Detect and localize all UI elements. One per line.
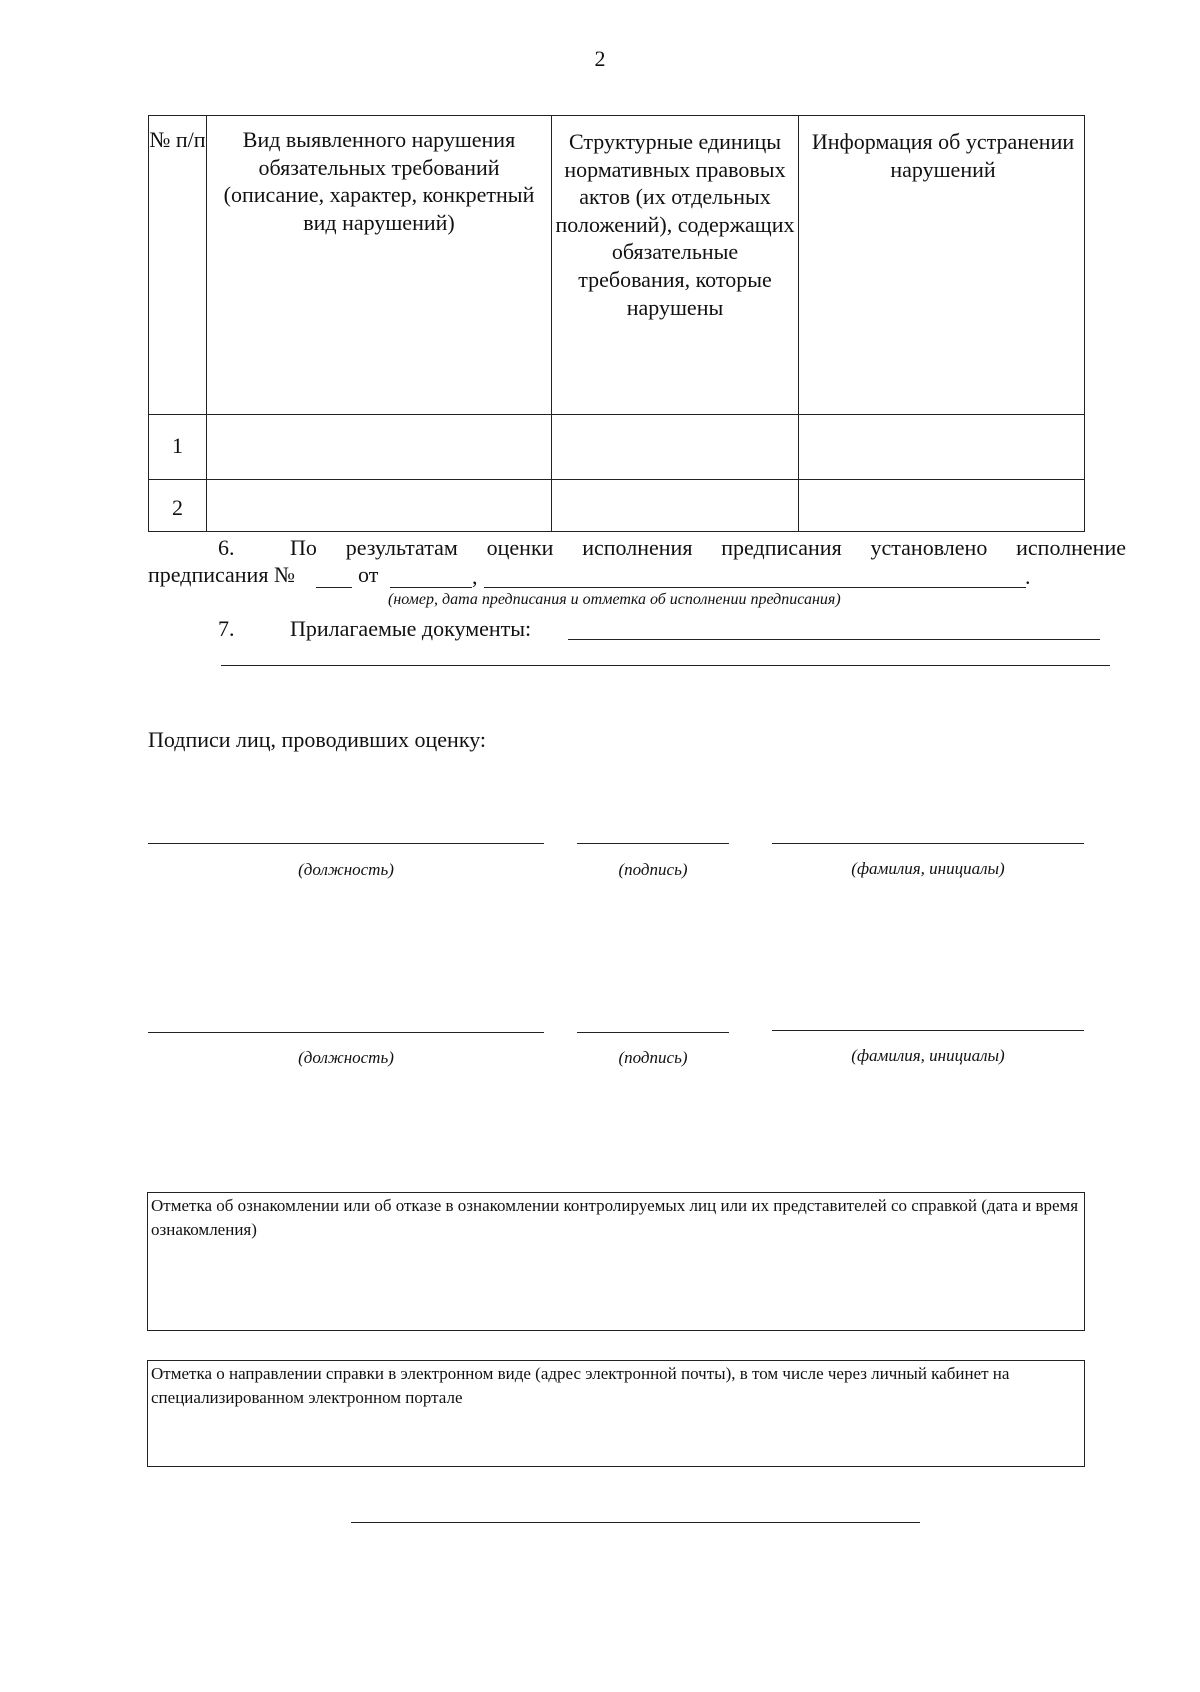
prescription-mark-line (484, 587, 1026, 588)
end-of-document-line (351, 1522, 920, 1523)
item7-number: 7. (218, 616, 235, 641)
signature-caption: (подпись) (618, 860, 688, 879)
signature-line (577, 843, 729, 844)
table-divider (551, 116, 552, 531)
position-caption: (должность) (298, 860, 394, 879)
prescription-date-line (390, 587, 472, 588)
item7-text: Прилагаемые документы: (290, 616, 532, 641)
name-line (772, 1030, 1084, 1031)
item6-period: . (1025, 564, 1031, 589)
prescription-number-line (316, 587, 352, 588)
electronic-delivery-text: Отметка о направлении справки в электронном виде (адрес электронной почты), в том числе через личный кабинет на специализированном электронном портале (151, 1364, 1010, 1407)
item6-prefix: предписания № (148, 562, 295, 587)
signatures-heading: Подписи лиц, проводивших оценку: (148, 727, 487, 752)
signature-line (577, 1032, 729, 1033)
table-divider (206, 116, 207, 531)
position-line (148, 843, 544, 844)
table-header-num: № п/п (149, 127, 206, 152)
table-header-violation: Вид выявленного нарушения обязательных требований (описание, характер, конкретный вид нарушений) (223, 127, 535, 235)
acknowledgement-box (147, 1192, 1085, 1331)
name-line (772, 843, 1084, 844)
item6-number: 6. (218, 535, 235, 560)
electronic-delivery-box (147, 1360, 1085, 1467)
table-header-info: Информация об устранении нарушений (811, 129, 1075, 182)
item6-text-line1: По результатам оценки исполнения предписания установлено исполнение (290, 535, 1126, 560)
table-row-number: 1 (172, 433, 183, 458)
page-number: 2 (594, 46, 606, 71)
attachments-line-1 (568, 639, 1100, 640)
signature-caption: (подпись) (618, 1048, 688, 1067)
violations-table (148, 115, 1085, 532)
position-line (148, 1032, 544, 1033)
table-divider (149, 479, 1084, 480)
name-caption: (фамилия, инициалы) (851, 859, 1005, 878)
acknowledgement-text: Отметка об ознакомлении или об отказе в ознакомлении контролируемых лиц или их представителей со справкой (дата и время ознакомления) (151, 1196, 1079, 1239)
table-header-units: Структурные единицы нормативных правовых актов (их отдельных положений), содержащих обязательные требования, которые нарушены (555, 129, 795, 320)
table-divider (149, 414, 1084, 415)
attachments-line-2 (221, 665, 1110, 666)
position-caption: (должность) (298, 1048, 394, 1067)
item6-ot: от (358, 562, 379, 587)
name-caption: (фамилия, инициалы) (851, 1046, 1005, 1065)
item6-hint: (номер, дата предписания и отметка об исполнении предписания) (388, 591, 841, 608)
table-divider (798, 116, 799, 531)
item6-comma: , (472, 564, 478, 589)
table-row-number: 2 (172, 495, 183, 520)
